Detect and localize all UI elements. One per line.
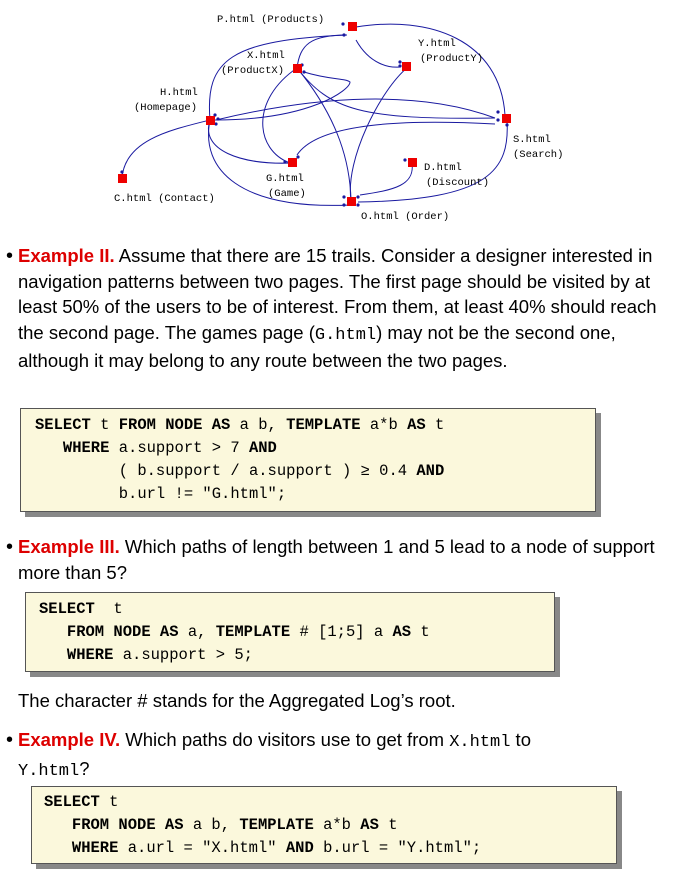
node-g-file-label: G.html xyxy=(266,173,304,185)
example-2-body-1: Assume that there are 15 trails. Consider a designer interested in navigation patterns between two pages. The first page should be visited by at least 50% of the users to be of interest. From them, at least 40% should reach the second page. The games page ( xyxy=(18,245,657,343)
example-4-body-2: to xyxy=(510,729,531,750)
example-3-body: Which paths of length between 1 and 5 lead to a node of support more than 5? xyxy=(18,536,655,583)
example-4-body-3: ? xyxy=(79,757,90,779)
node-y-file-label: Y.html xyxy=(418,38,456,50)
node-o-label: O.html (Order) xyxy=(361,211,450,223)
node-p xyxy=(348,22,357,31)
example-2-query: SELECT t FROM NODE AS a b, TEMPLATE a*b AS t WHERE a.support > 7 AND ( b.support / a.support ) ≥ 0.4 AND b.url != "G.html"; xyxy=(35,416,445,503)
node-d-name-label: (Discount) xyxy=(426,177,490,189)
node-s-name-label: (Search) xyxy=(513,149,564,161)
example-3-query: SELECT t FROM NODE AS a, TEMPLATE # [1;5] a AS t WHERE a.support > 5; xyxy=(39,600,430,664)
example-3-title: Example III. xyxy=(18,536,120,557)
example-3-text xyxy=(18,534,678,585)
example-2-body-2: ) may not be the second one, although it may belong to any route between the two pages. xyxy=(18,321,616,371)
node-s-file-label: S.html xyxy=(513,134,551,146)
example-4-query-box xyxy=(31,786,617,864)
node-s xyxy=(502,114,511,123)
node-c-label: C.html (Contact) xyxy=(114,193,215,205)
example-4-code-y: Y.html xyxy=(18,761,80,781)
node-d xyxy=(408,158,417,167)
example-2-inline-code: G.html xyxy=(314,325,377,345)
bullet-example-2: • xyxy=(6,245,14,267)
node-y-name-label: (ProductY) xyxy=(420,53,484,65)
node-o xyxy=(347,197,356,206)
example-2-title: Example II. xyxy=(18,245,115,266)
node-x-file-label: X.html xyxy=(247,50,285,62)
example-2-query-box xyxy=(20,408,596,512)
node-x-name-label: (ProductX) xyxy=(221,65,285,77)
node-d-file-label: D.html xyxy=(424,162,462,174)
example-3-note: The character # stands for the Aggregated Log’s root. xyxy=(18,690,456,711)
node-g-name-label: (Game) xyxy=(268,188,306,200)
node-h xyxy=(206,116,215,125)
example-4-body-1: Which paths do visitors use to get from xyxy=(120,729,450,750)
node-h-file-label: H.html xyxy=(160,87,198,99)
bullet-example-4: • xyxy=(6,729,14,751)
example-3-query-box xyxy=(25,592,555,672)
bullet-example-3: • xyxy=(6,536,14,558)
node-x xyxy=(293,64,302,73)
example-4-text xyxy=(18,727,678,784)
node-h-name-label: (Homepage) xyxy=(134,102,198,114)
navigation-graph-diagram xyxy=(0,0,680,232)
node-g xyxy=(288,158,297,167)
example-4-query: SELECT t FROM NODE AS a b, TEMPLATE a*b AS t WHERE a.url = "X.html" AND b.url = "Y.html"; xyxy=(44,793,482,857)
node-y xyxy=(402,62,411,71)
node-p-label: P.html (Products) xyxy=(217,14,325,26)
example-4-title: Example IV. xyxy=(18,729,121,750)
example-2-text xyxy=(18,243,678,374)
node-c xyxy=(118,174,127,183)
example-4-code-x: X.html xyxy=(449,733,511,752)
